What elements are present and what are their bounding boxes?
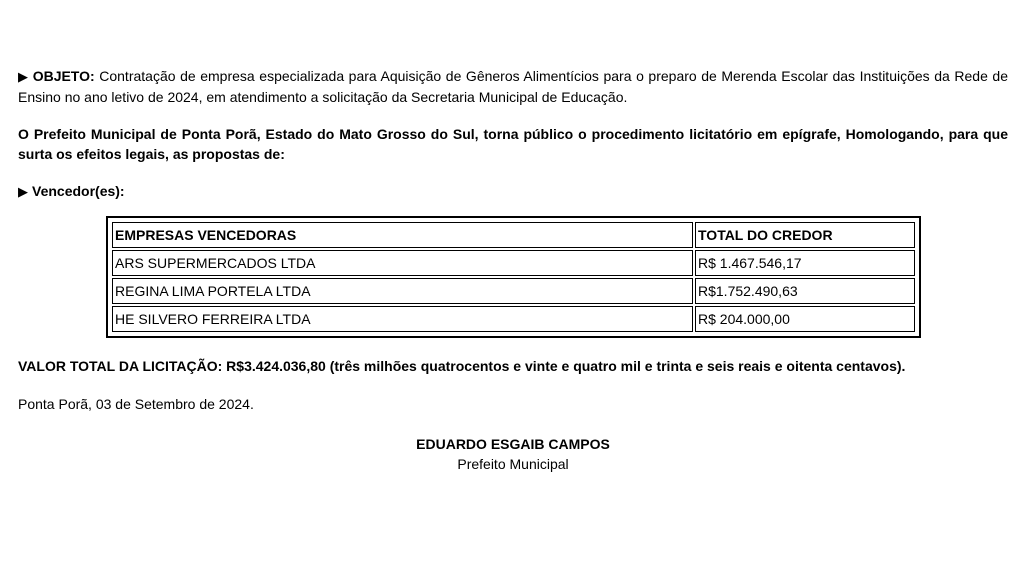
bullet-arrow-icon: ▶	[18, 69, 29, 84]
bullet-arrow-icon: ▶	[18, 184, 28, 199]
company-name-cell: HE SILVERO FERREIRA LTDA	[112, 306, 693, 332]
company-name-cell: ARS SUPERMERCADOS LTDA	[112, 250, 693, 276]
objeto-text: Contratação de empresa especializada para Aquisição de Gêneros Alimentícios para o preparo de Merenda Escolar das Instituições da Rede de Ensino no ano letivo de 2024, em atendimento a solicitação da Secretaria Municipal de Educação.	[18, 68, 1008, 105]
header-empresas: EMPRESAS VENCEDORAS	[112, 222, 693, 248]
header-total-credor: TOTAL DO CREDOR	[695, 222, 915, 248]
table-row	[112, 278, 915, 304]
winners-table	[110, 220, 917, 334]
announcement-paragraph: O Prefeito Municipal de Ponta Porã, Estado do Mato Grosso do Sul, torna público o procedimento licitatório em epígrafe, Homologando, para que surta os efeitos legais, as propostas de:	[18, 126, 1008, 162]
vencedores-label: Vencedor(es):	[32, 183, 125, 199]
vencedores-heading	[18, 181, 1008, 202]
signatory-name: EDUARDO ESGAIB CAMPOS	[416, 436, 610, 452]
document-page	[18, 66, 1008, 474]
winners-table-frame	[106, 216, 921, 338]
objeto-paragraph	[18, 66, 1008, 107]
signatory-role: Prefeito Municipal	[457, 456, 569, 472]
signature-block	[18, 434, 1008, 474]
table-row	[112, 250, 915, 276]
table-header-row	[112, 222, 915, 248]
company-total-cell: R$ 1.467.546,17	[695, 250, 915, 276]
company-total-cell: R$ 204.000,00	[695, 306, 915, 332]
total-value-paragraph: VALOR TOTAL DA LICITAÇÃO: R$3.424.036,80 (três milhões quatrocentos e vinte e quatro mil e trinta e seis reais e oitenta centavos).	[18, 358, 906, 374]
company-total-cell: R$1.752.490,63	[695, 278, 915, 304]
company-name-cell: REGINA LIMA PORTELA LTDA	[112, 278, 693, 304]
objeto-label: OBJETO:	[32, 68, 95, 84]
table-row	[112, 306, 915, 332]
date-line: Ponta Porã, 03 de Setembro de 2024.	[18, 396, 254, 412]
